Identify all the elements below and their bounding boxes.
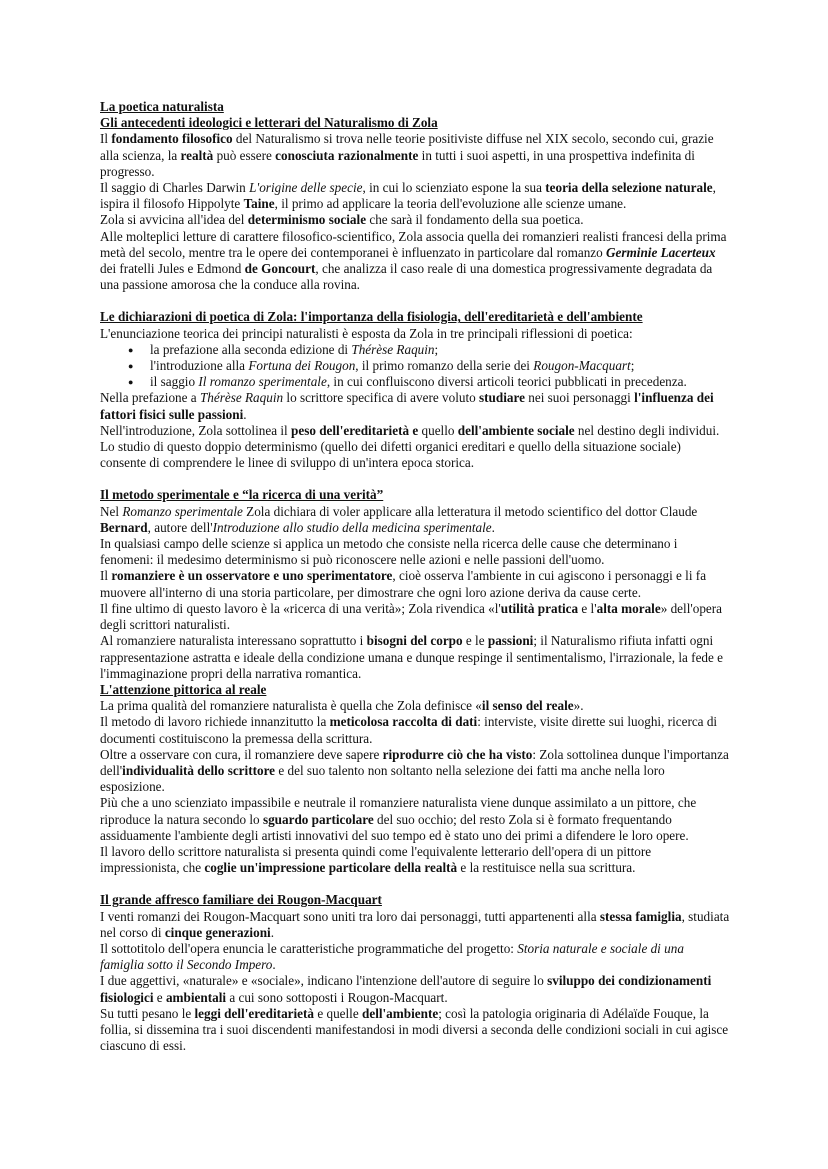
section-heading: Le dichiarazioni di poetica di Zola: l'importanza della fisiologia, dell'ereditarietà e dell'ambiente (100, 309, 643, 325)
paragraph: Zola si avvicina all'idea del determinismo sociale che sarà il fondamento della sua poetica. (100, 212, 584, 228)
paragraph: Il romanziere è un osservatore e uno sperimentatore, cioè osserva l'ambiente in cui agiscono i personaggi e li fa muovere all'interno di una storia particolare, per dimostrare che ogni loro azione deriva da cause certe. (100, 568, 707, 600)
section-heading: Il grande affresco familiare dei Rougon-Macquart (100, 892, 382, 908)
paragraph: Il fondamento filosofico del Naturalismo si trova nelle teorie positiviste diffuse nel XIX secolo, secondo cui, grazie alla scienza, la realtà può essere conosciuta razionalmente in tutti i suoi aspetti, in una prospettiva indefinita di progresso. (100, 131, 714, 179)
paragraph: Lo studio di questo doppio determinismo (quello dei difetti organici ereditari e quello della situazione sociale) consente di comprendere le linee di sviluppo di un'intera epoca storica. (100, 439, 681, 471)
paragraph: Su tutti pesano le leggi dell'ereditarietà e quelle dell'ambiente; così la patologia originaria di Adélaïde Fouque, la follia, si dissemina tra i suoi discendenti manifestandosi in modi diversi a seconda delle condizioni sociali in cui agisce ciascuno di essi. (100, 1005, 729, 1054)
paragraph: Il fine ultimo di questo lavoro è la «ricerca di una verità»; Zola rivendica «l'utilità pratica e l'alta morale» dell'opera degli scrittori naturalisti. (100, 600, 723, 633)
paragraph: Più che a uno scienziato impassibile e neutrale il romanziere naturalista viene dunque assimilato a un pittore, che riproduce la natura secondo lo sguardo particolare del suo occhio; del resto Zola si è formato frequentando assiduamente l'ambiente degli artisti innovativi del suo tempo ed è stato uno dei primi a difendere le loro opere. (100, 795, 697, 843)
paragraph: Il saggio di Charles Darwin L'origine delle specie, in cui lo scienziato espone la sua teoria della selezione naturale, ispira il filosofo Hippolyte Taine, il primo ad applicare la teoria dell'evoluzione alle scienze umane. (100, 180, 716, 212)
paragraph: I due aggettivi, «naturale» e «sociale», indicano l'intenzione dell'autore di seguire lo sviluppo dei condizionamenti fisiologici e ambientali a cui sono sottoposti i Rougon-Macquart. (100, 973, 712, 1005)
bullet-list (100, 342, 730, 391)
paragraph: Il metodo di lavoro richiede innanzitutto la meticolosa raccolta di dati: interviste, visite dirette sui luoghi, ricerca di documenti costituiscono la premessa della scrittura. (100, 714, 718, 746)
list-item: ● l'introduzione alla Fortuna dei Rougon, il primo romanzo della serie dei Rougon-Macquart; (100, 358, 730, 374)
list-item: ● il saggio Il romanzo sperimentale, in cui confluiscono diversi articoli teorici pubblicati in precedenza. (100, 374, 730, 390)
paragraph: Nella prefazione a Thérèse Raquin lo scrittore specifica di avere voluto studiare nei suoi personaggi l'influenza dei fattori fisici sulle passioni. (100, 390, 714, 422)
list-item: ● la prefazione alla seconda edizione di Thérèse Raquin; (100, 342, 730, 358)
paragraph: Oltre a osservare con cura, il romanziere deve sapere riprodurre ciò che ha visto: Zola sottolinea dunque l'importanza dell'individualità dello scrittore e del suo talento non soltanto nella selezione dei fatti ma anche nella loro esposizione. (100, 746, 729, 795)
document-page (100, 99, 730, 1054)
paragraph: Al romanziere naturalista interessano soprattutto i bisogni del corpo e le passioni; il Naturalismo rifiuta infatti ogni rappresentazione astratta e ideale della condizione umana e dunque respinge il sentimentalismo, l'irrazionale, la fede e l'immaginazione propri della narrativa romantica. (100, 633, 724, 681)
paragraph: L'enunciazione teorica dei principi naturalisti è esposta da Zola in tre principali riflessioni di poetica: (100, 325, 633, 341)
paragraph: Il sottotitolo dell'opera enuncia le caratteristiche programmatiche del progetto: Storia naturale e sociale di una famiglia sotto il Secondo Impero. (100, 940, 684, 973)
paragraph: Nell'introduzione, Zola sottolinea il peso dell'ereditarietà e quello dell'ambiente sociale nel destino degli individui. (100, 422, 720, 438)
paragraph: La prima qualità del romanziere naturalista è quella che Zola definisce «il senso del reale». (100, 698, 584, 714)
paragraph: I venti romanzi dei Rougon-Macquart sono uniti tra loro dai personaggi, tutti appartenenti alla stessa famiglia, studiata nel corso di cinque generazioni. (100, 908, 730, 940)
section-heading: Gli antecedenti ideologici e letterari del Naturalismo di Zola (100, 115, 438, 131)
section-heading: L'attenzione pittorica al reale (100, 681, 267, 697)
paragraph: Il lavoro dello scrittore naturalista si presenta quindi come l'equivalente letterario dell'opera di un pittore impressionista, che coglie un'impressione particolare della realtà e la restituisce nella sua scrittura. (100, 843, 652, 876)
section-heading: Il metodo sperimentale e “la ricerca di una verità” (100, 487, 384, 503)
page-title: La poetica naturalista (100, 99, 224, 114)
paragraph: Nel Romanzo sperimentale Zola dichiara di voler applicare alla letteratura il metodo scientifico del dottor Claude Bernard, autore dell'Introduzione allo studio della medicina sperimentale. (100, 503, 698, 535)
paragraph: Alle molteplici letture di carattere filosofico-scientifico, Zola associa quella dei romanzieri realisti francesi della prima metà del secolo, mentre tra le opere dei contemporanei è influenzato in particolare dal romanzo Germinie Lacerteux dei fratelli Jules e Edmond de Goncourt, che analizza il caso reale di una domestica progressivamente degradata da una passione amorosa che la conduce alla rovina. (100, 228, 727, 293)
paragraph: In qualsiasi campo delle scienze si applica un metodo che consiste nella ricerca delle cause che determinano i fenomeni: il medesimo determinismo si può riconoscere nelle azioni e nelle passioni dell'uomo. (100, 536, 678, 568)
